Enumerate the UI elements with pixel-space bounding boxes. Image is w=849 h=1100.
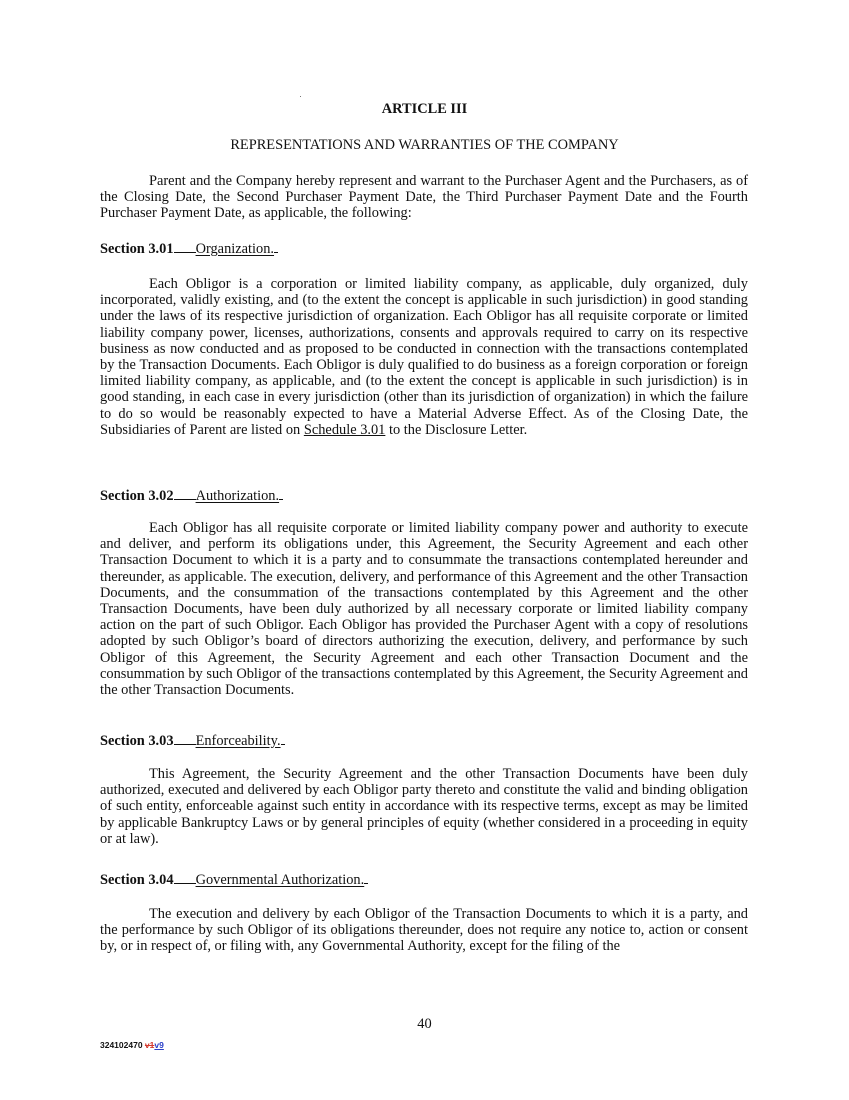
article-subtitle: REPRESENTATIONS AND WARRANTIES OF THE COMPANY — [230, 137, 619, 153]
article-title: ARTICLE III — [381, 101, 468, 117]
heading-underline-trail — [281, 732, 285, 745]
section-heading-3-01 — [100, 240, 278, 258]
section-title: Organization. — [195, 241, 275, 257]
section-title: Governmental Authorization. — [195, 872, 365, 888]
section-heading-3-02 — [100, 487, 283, 505]
page-number: 40 — [417, 1016, 432, 1032]
section-title: Enforceability. — [195, 733, 281, 749]
heading-underline-gap — [174, 487, 196, 500]
heading-underline-gap — [174, 871, 196, 884]
section-body-text-end: to the Disclosure Letter. — [388, 421, 528, 438]
document-number: 324102470 — [100, 1040, 143, 1050]
section-body-3-04: The execution and delivery by each Obligor of the Transaction Documents to which it is a party, and the performance by such Obligor of its obligations thereunder, does not require any notice to, action or consent by, or in respect of, or filing with, any Governmental Authority, except for the filing of the — [100, 906, 748, 955]
section-number: Section 3.03 — [100, 733, 174, 749]
section-body-3-01 — [100, 276, 748, 438]
section-body-3-03: This Agreement, the Security Agreement and the other Transaction Documents have been duly authorized, executed and delivered by each Obligor party thereto and constitute the valid and binding obligation of such entity, enforceable against such entity in accordance with its respective terms, except as may be limited by applicable Bankruptcy Laws or by general principles of equity (whether considered in a proceeding in equity or at law). — [100, 766, 748, 847]
version-inserted: v9 — [154, 1040, 164, 1050]
heading-underline-trail — [279, 487, 283, 500]
section-heading-3-04 — [100, 871, 368, 889]
section-body-text: Each Obligor is a corporation or limited liability company, as applicable, duly organized, duly incorporated, validly existing, and (to the extent the concept is applicable in such jurisdiction) in good standing under the laws of its respective jurisdiction of organization. Each Obligor has all requisite corporate or limited liability company power, licenses, authorizations, consents and approvals required to carry on its respective business as now conducted and as proposed to be conducted in connection with the transactions contemplated by the Transaction Documents. Each Obligor is duly qualified to do business as a foreign corporation or foreign limited liability company, as applicable, and (to the extent the concept is applicable in such jurisdiction) is in good standing, in each case in every jurisdiction (other than its jurisdiction of organization) in which the failure to do so would be reasonably expected to have a Material Adverse Effect. As of the Closing Date, the Subsidiaries of Parent are listed on — [100, 276, 748, 438]
heading-underline-trail — [364, 871, 368, 884]
heading-underline-trail — [274, 240, 278, 253]
section-body-3-02: Each Obligor has all requisite corporate or limited liability company power and authority to execute and deliver, and perform its obligations under, this Agreement, the Security Agreement and each other Transaction Document to which it is a party and to consummate the transactions contemplated hereunder and thereunder, as applicable. The execution, delivery, and performance of this Agreement and the other Transaction Documents, and the consummation of the transactions contemplated by this Agreement and the other Transaction Documents, have been duly authorized by all necessary corporate or limited liability company action on the part of such Obligor. Each Obligor has provided the Purchaser Agent with a copy of resolutions adopted by such Obligor’s board of directors authorizing the execution, delivery, and performance by such Obligor of this Agreement, the Security Agreement and each other Transaction Document and the consummation by such Obligor of the transactions contemplated by this Agreement, the Security Agreement and the other Transaction Documents. — [100, 520, 748, 699]
section-heading-3-03 — [100, 732, 285, 750]
document-id — [100, 1040, 164, 1050]
intro-paragraph: Parent and the Company hereby represent and warrant to the Purchaser Agent and the Purchasers, as of the Closing Date, the Second Purchaser Payment Date, the Third Purchaser Payment Date and the Fourth Purchaser Payment Date, as applicable, the following: — [100, 173, 748, 222]
version-deleted: v1 — [144, 1040, 155, 1050]
section-title: Authorization. — [195, 488, 280, 504]
section-number: Section 3.04 — [100, 872, 174, 888]
heading-underline-gap — [174, 240, 196, 253]
heading-underline-gap — [174, 732, 196, 745]
section-number: Section 3.01 — [100, 241, 174, 257]
section-number: Section 3.02 — [100, 488, 174, 504]
schedule-reference: Schedule 3.01 — [303, 421, 386, 438]
stray-mark — [300, 96, 301, 97]
